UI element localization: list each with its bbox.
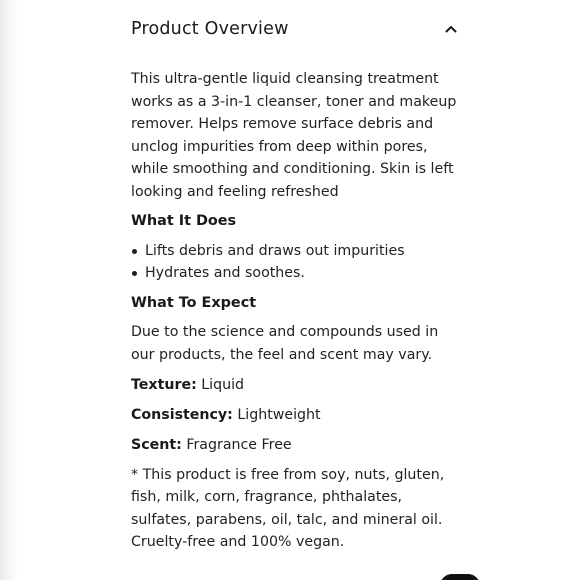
product-description: This ultra-gentle liquid cleansing treatment works as a 3-in-1 cleanser, toner and makeup remover. Helps remove surface debris and unclog impurities from deep within pores, while smoothing and conditioning. Skin is left looking and feeling refreshed bbox=[131, 71, 457, 200]
list-item: Hydrates and soothes. bbox=[131, 262, 461, 285]
accordion-header[interactable] bbox=[131, 19, 461, 43]
ingredients-footnote: * This product is free from soy, nuts, gluten, fish, milk, corn, fragrance, phthalates, sulfates, parabens, oil, talc, and mineral oil. Cruelty-free and 100% vegan. bbox=[131, 466, 445, 550]
section-title: Product Overview bbox=[131, 19, 289, 39]
attribute-value: Liquid bbox=[196, 376, 245, 393]
what-to-expect-text: Due to the science and compounds used in our products, the feel and scent may vary. bbox=[131, 324, 439, 363]
what-it-does-heading: What It Does bbox=[131, 213, 237, 229]
attribute-key: Texture: bbox=[131, 376, 197, 393]
left-edge-shadow bbox=[0, 0, 18, 580]
scent-attribute bbox=[131, 434, 461, 457]
texture-attribute bbox=[131, 374, 461, 397]
accordion-content bbox=[131, 68, 461, 554]
attribute-value: Fragrance Free bbox=[181, 436, 292, 453]
list-item: Lifts debris and draws out impurities bbox=[131, 240, 461, 263]
attribute-value: Lightweight bbox=[232, 406, 321, 423]
what-to-expect-heading: What To Expect bbox=[131, 294, 257, 311]
floating-button-edge[interactable] bbox=[440, 574, 480, 580]
chevron-up-icon[interactable] bbox=[445, 25, 457, 33]
consistency-attribute bbox=[131, 404, 461, 427]
what-it-does-list bbox=[131, 240, 461, 285]
attribute-key: Consistency: bbox=[131, 406, 233, 423]
attribute-key: Scent: bbox=[131, 436, 182, 453]
